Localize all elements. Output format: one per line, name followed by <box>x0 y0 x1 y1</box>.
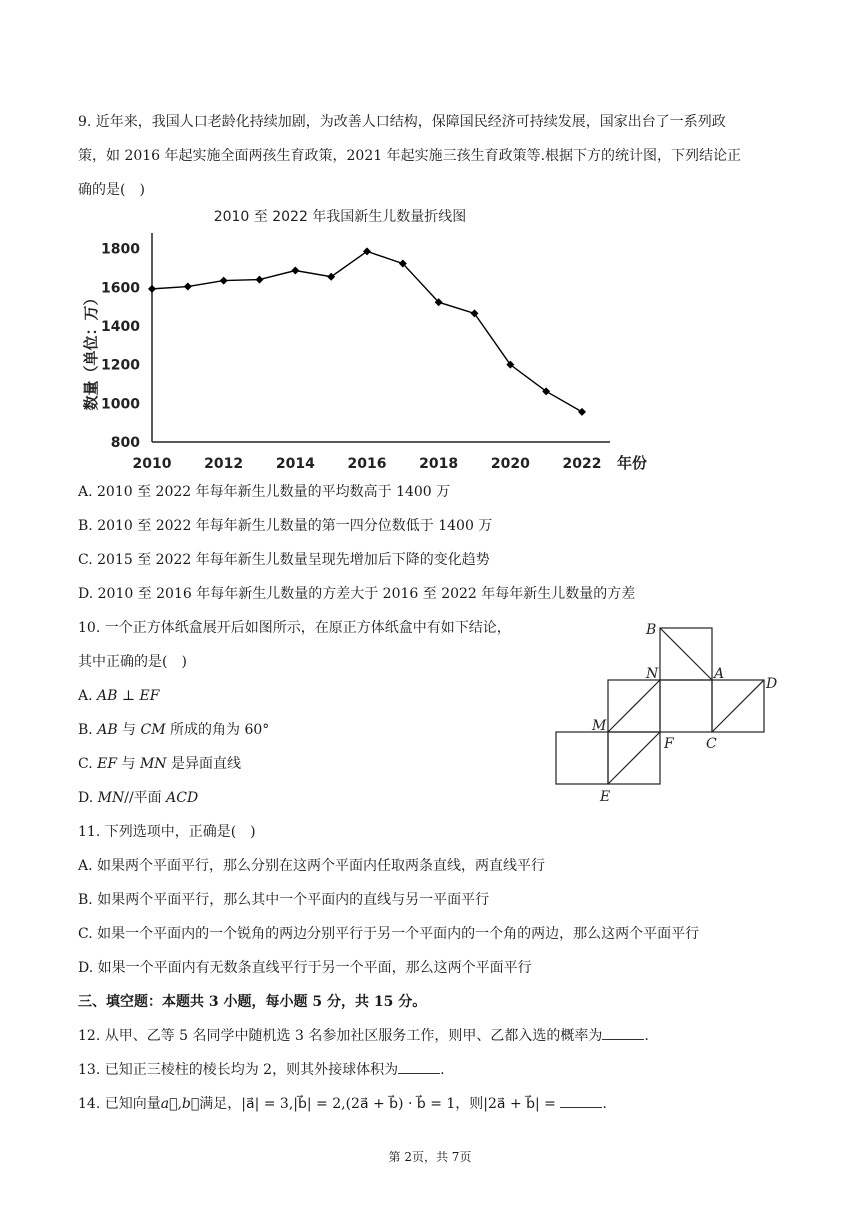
page-footer: 第 2页，共 7页 <box>388 1150 472 1164</box>
q12-answer-blank[interactable] <box>602 1027 644 1040</box>
q11-stem: 11. 下列选项中，正确是( ) <box>78 824 256 840</box>
q10-stem-line1: 10. 一个正方体纸盒展开后如图所示，在原正方体纸盒中有如下结论， <box>78 620 511 636</box>
x-tick-label: 2020 <box>490 456 530 472</box>
newborn-line-chart <box>78 203 678 475</box>
data-point <box>148 285 156 293</box>
q10-option-a: A. AB ⊥ EF <box>78 688 160 704</box>
y-tick-label: 1200 <box>101 357 140 374</box>
q10-stem-line2: 其中正确的是( ) <box>78 654 187 670</box>
q13: 13. 已知正三棱柱的棱长均为 2，则其外接球体积为 . <box>78 1062 445 1078</box>
label-f: F <box>664 736 674 752</box>
net-squares <box>556 628 764 784</box>
q9-option-c: C. 2015 至 2022 年每年新生儿数量呈现先增加后下降的变化趋势 <box>78 552 490 568</box>
q9-option-a: A. 2010 至 2022 年每年新生儿数量的平均数高于 1400 万 <box>78 484 451 500</box>
q9-stem-line1: 9. 近年来，我国人口老龄化持续加剧，为改善人口结构，保障国民经济可持续发展，国家出台了一系列政 <box>78 114 726 130</box>
q9-option-b: B. 2010 至 2022 年每年新生儿数量的第一四分位数低于 1400 万 <box>78 518 493 534</box>
data-point <box>184 283 192 291</box>
q10-option-d: D. MN//平面 ACD <box>78 790 199 806</box>
data-point <box>291 267 299 275</box>
chart-title: 2010 至 2022 年我国新生儿数量折线图 <box>213 209 467 225</box>
label-d: D <box>766 676 778 692</box>
section-3-heading: 三、填空题：本题共 3 小题，每小题 5 分，共 15 分。 <box>78 994 427 1010</box>
x-tick-label: 2010 <box>132 456 172 472</box>
data-point <box>256 276 264 284</box>
y-tick-label: 1000 <box>101 396 140 413</box>
x-tick-label: 2014 <box>275 456 315 472</box>
label-m: M <box>592 718 607 734</box>
x-tick-label: 2012 <box>204 456 244 472</box>
q11-option-b: B. 如果两个平面平行，那么其中一个平面内的直线与另一平面平行 <box>78 892 490 908</box>
q13-answer-blank[interactable] <box>398 1061 440 1074</box>
label-e: E <box>600 789 611 805</box>
x-tick-label: 2016 <box>347 456 387 472</box>
y-tick-label: 1800 <box>101 241 140 258</box>
label-a: A <box>714 666 725 682</box>
q14: 14. 已知向量a⃗,b⃗满足，|a⃗| = 3,|b⃗| = 2,(2a⃗ + b⃗) · b⃗ = 1，则|2a⃗ + b⃗| = . <box>78 1096 607 1112</box>
y-tick-label: 1400 <box>101 319 140 335</box>
q12: 12. 从甲、乙等 5 名同学中随机选 3 名参加社区服务工作，则甲、乙都入选的概率为 . <box>78 1028 649 1044</box>
x-tick-label: 2018 <box>419 456 459 472</box>
y-axis-label: 数量（单位：万） <box>82 290 100 411</box>
q11-option-c: C. 如果一个平面内的一个锐角的两边分别平行于另一个平面内的一个角的两边，那么这两个平面平行 <box>78 926 700 942</box>
data-point <box>220 277 228 285</box>
q9-stem-line3: 确的是( ) <box>78 182 145 198</box>
q11-option-d: D. 如果一个平面内有无数条直线平行于另一个平面，那么这两个平面平行 <box>78 960 532 976</box>
q9-stem-line2: 策，如 2016 年起实施全面两孩生育政策，2021 年起实施三孩生育政策等.根据下方的统计图，下列结论正 <box>78 148 742 164</box>
label-b: B <box>646 622 657 638</box>
y-tick-label: 800 <box>110 435 140 451</box>
q10-option-c: C. EF 与 MN 是异面直线 <box>78 756 242 772</box>
q10-option-b: B. AB 与 CM 所成的角为 60° <box>78 722 270 738</box>
label-c: C <box>706 736 717 752</box>
q11-option-a: A. 如果两个平面平行，那么分别在这两个平面内任取两条直线，两直线平行 <box>78 858 546 874</box>
data-point <box>578 408 586 416</box>
cube-net-diagram <box>548 616 788 806</box>
series-line <box>152 251 582 411</box>
q9-option-d: D. 2010 至 2016 年每年新生儿数量的方差大于 2016 至 2022 年每年新生儿数量的方差 <box>78 586 636 602</box>
label-n: N <box>646 666 659 682</box>
x-axis-label: 年份 <box>616 454 648 472</box>
y-tick-label: 1600 <box>101 280 140 297</box>
x-tick-label: 2022 <box>562 456 602 472</box>
q14-answer-blank[interactable] <box>560 1095 602 1108</box>
